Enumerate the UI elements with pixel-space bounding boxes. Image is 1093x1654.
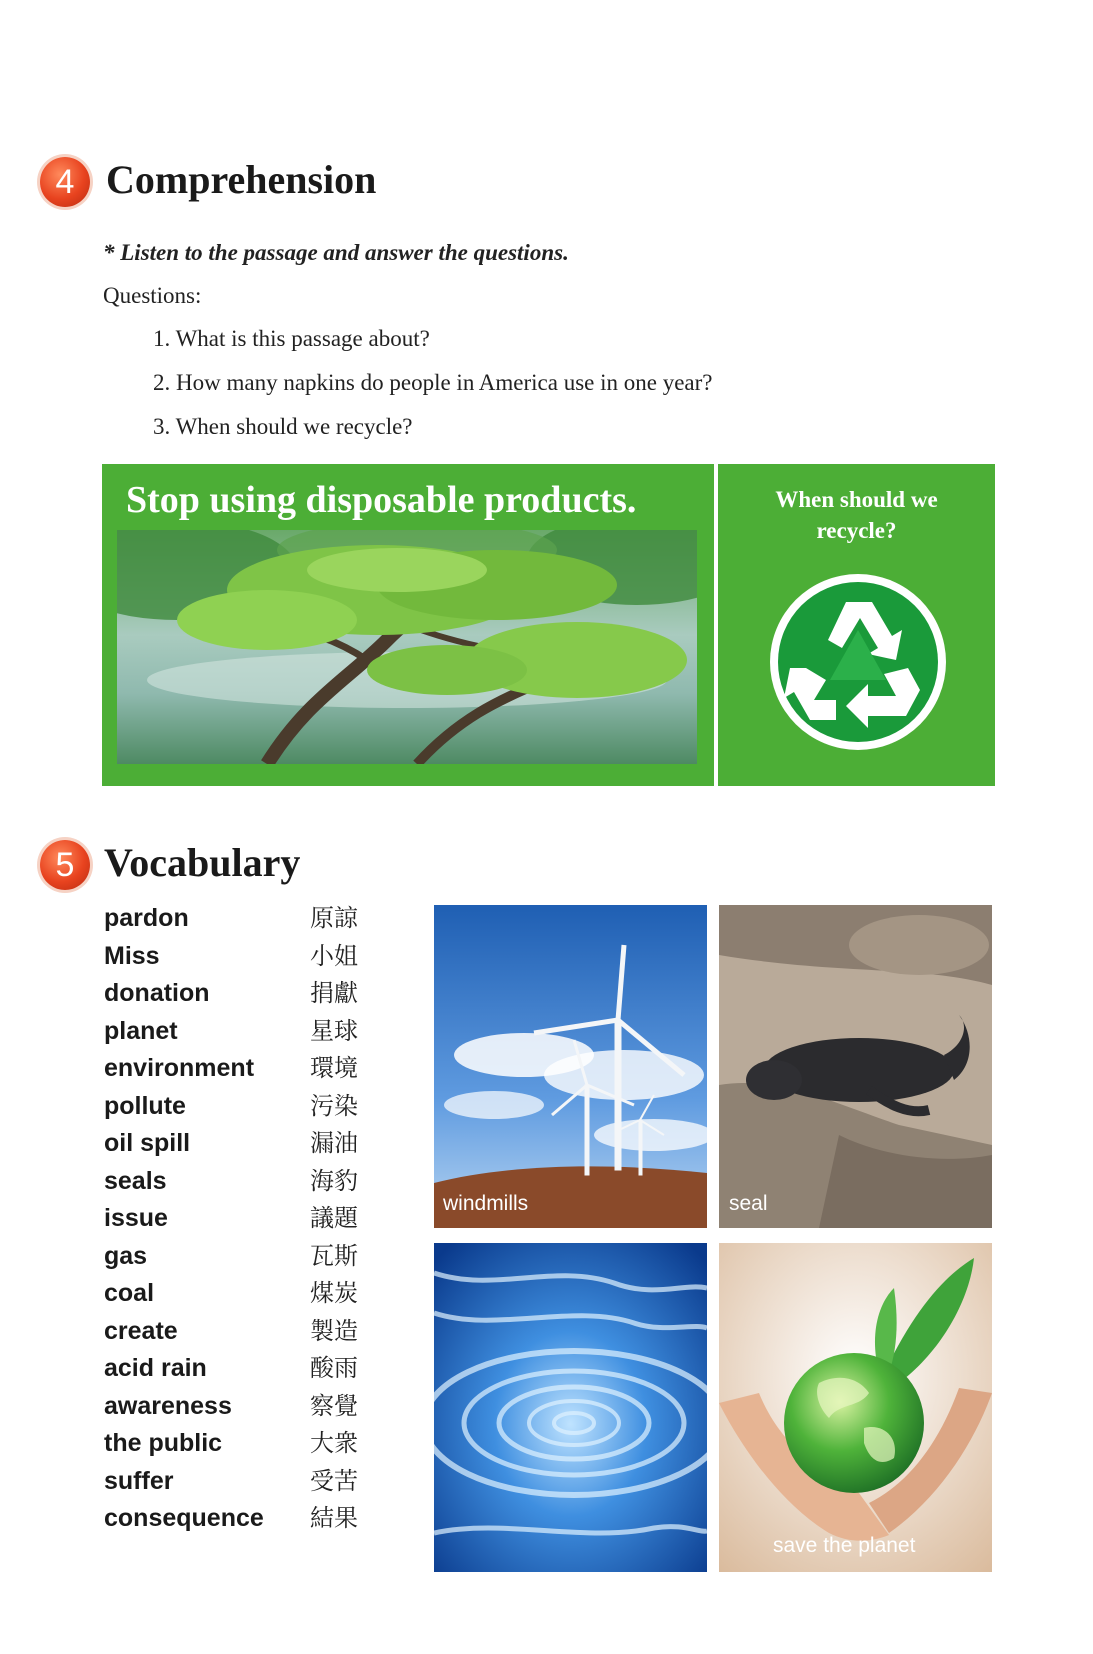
planet-caption: save the planet [773,1534,916,1557]
vocab-translation: 漏油 [310,1129,358,1157]
vocab-word: acid rain [104,1354,207,1382]
tree-photo [117,530,697,764]
vocab-translation: 環境 [310,1054,358,1082]
vocab-word: consequence [104,1504,264,1532]
vocab-translation: 議題 [310,1204,358,1232]
questions-label: Questions: [103,283,202,308]
vocab-translation: 大衆 [310,1429,358,1457]
question-1: 1. What is this passage about? [153,326,430,351]
section-number: 5 [55,846,75,884]
recycle-question-line1: When should we [775,487,938,512]
vocab-translation: 星球 [310,1017,358,1045]
vocab-translation: 酸雨 [310,1354,358,1382]
vocab-word: planet [104,1017,178,1045]
section-number: 4 [55,163,75,201]
hands-globe-image [719,1243,992,1572]
vocab-translation: 原諒 [310,904,358,932]
vocab-translation: 製造 [310,1317,358,1345]
vocab-word: awareness [104,1392,232,1420]
section-number-badge [40,157,90,207]
vocab-translation: 海豹 [310,1167,358,1195]
windmills-image [434,905,707,1228]
vocab-word: pollute [104,1092,186,1120]
vocab-word: donation [104,979,210,1007]
seal-caption: seal [729,1192,768,1215]
vocab-translation: 結果 [310,1504,358,1532]
vocab-translation: 小姐 [310,942,358,970]
question-2: 2. How many napkins do people in America use in one year? [153,370,713,395]
vocab-word: oil spill [104,1129,191,1157]
vocab-word: create [104,1317,178,1345]
vocab-translation: 捐獻 [310,979,358,1007]
banner-title: Stop using disposable products. [126,479,637,521]
vocab-word: gas [104,1242,148,1270]
recycle-icon [768,572,948,752]
planet-photo [719,1243,992,1572]
vocab-word: seals [104,1167,167,1195]
water-ripple-image [434,1243,707,1572]
recycle-question [718,484,995,546]
section-title: Comprehension [106,157,377,202]
instruction-text: * Listen to the passage and answer the questions. [103,240,569,265]
section-number-badge [40,840,90,890]
disposable-banner [102,464,714,786]
water-photo [434,1243,707,1572]
seal-photo [719,905,992,1228]
vocab-word: suffer [104,1467,174,1495]
recycle-question-line2: recycle? [816,518,897,543]
vocab-word: Miss [104,942,160,970]
vocab-word: coal [104,1279,155,1307]
vocab-word: environment [104,1054,255,1082]
section-title: Vocabulary [104,840,301,885]
seal-image [719,905,992,1228]
vocab-translation: 瓦斯 [310,1242,358,1270]
vocab-translation: 煤炭 [310,1279,358,1307]
vocab-translation: 察覺 [310,1392,358,1420]
windmills-caption: windmills [443,1192,529,1215]
vocab-word: pardon [104,904,189,932]
vocab-translation: 污染 [310,1092,358,1120]
vocab-word: the public [104,1429,223,1457]
recycle-panel [718,464,995,786]
windmills-photo [434,905,707,1228]
vocab-word: issue [104,1204,168,1232]
question-3: 3. When should we recycle? [153,414,413,439]
vocab-translation: 受苦 [310,1467,358,1495]
